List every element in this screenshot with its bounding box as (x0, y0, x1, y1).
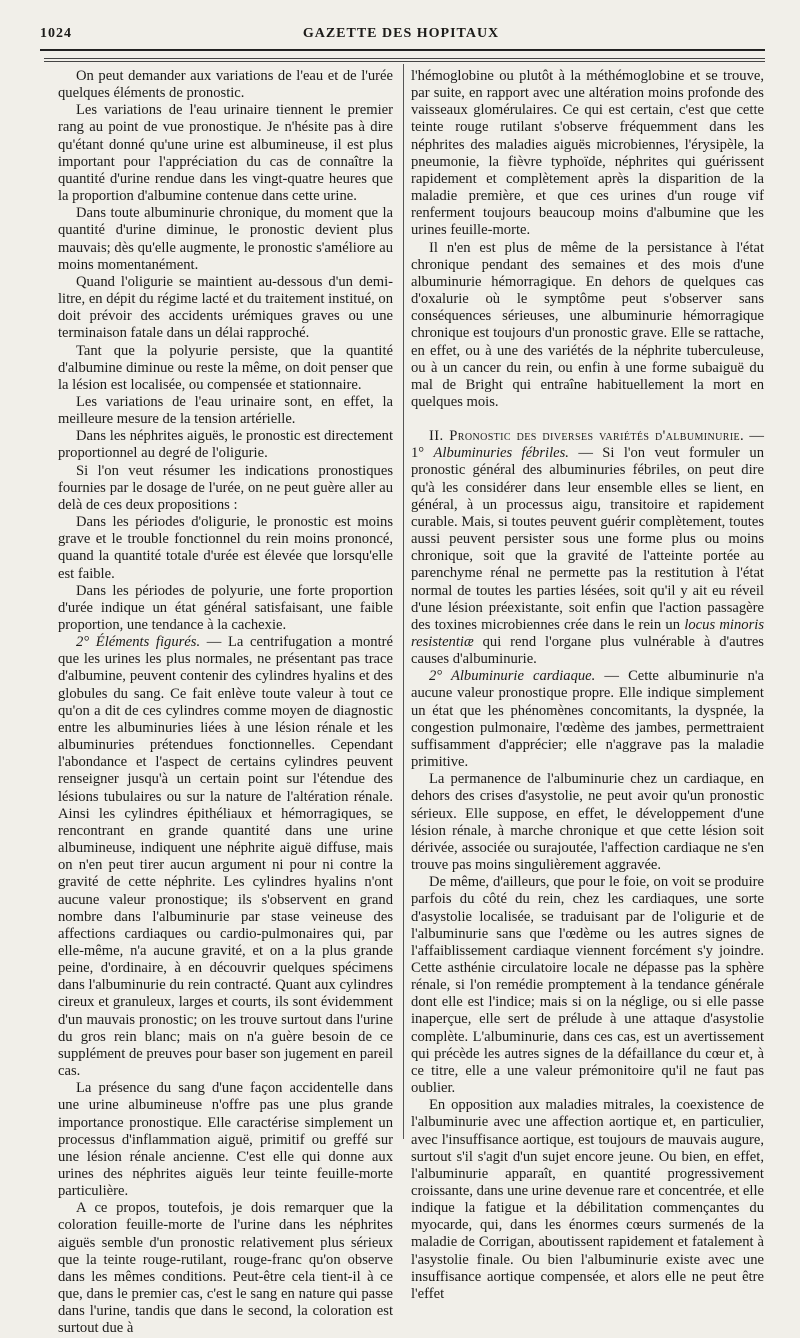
paragraph-elements-figures (58, 634, 393, 1080)
subsection-label: 2° Éléments figurés. (76, 634, 201, 651)
section-pronostic-varietes (411, 428, 764, 668)
paragraph: Dans les périodes de polyurie, une forte proportion d'urée indique un état général satisfaisant, une faible proportion, une tendance à la cachexie. (58, 582, 393, 633)
double-rule-bottom (44, 61, 765, 62)
subsection-label: Albuminuries fébriles. (433, 445, 569, 462)
paragraph: Il n'en est plus de même de la persistance à l'état chronique pendant des semaines et des mois d'une albuminurie hémorragique. En dehors de quelques cas d'oxalurie où le symptôme peut s'observer sans conséquences sérieuses, une albuminurie hémorragique chronique est toujours d'un pronostic grave. Elle se rattache, en effet, ou à une des variétés de la néphrite tuberculeuse, ou à un cancer du rein, ou enfin à une forme subaiguë du mal de Bright qui entraîne habituellement la mort en quelques mois. (411, 239, 764, 410)
paragraph: Dans les néphrites aiguës, le pronostic est directement proportionnel au degré de l'oligurie. (58, 428, 393, 462)
section-title: II. Pronostic des diverses variétés d'albuminurie. (429, 428, 745, 445)
paragraph: l'hémoglobine ou plutôt à la méthémoglobine et se trouve, par suite, en rapport avec une altération moins profonde des vaisseaux glomérulaires. Ce qui est certain, c'est que cette teinte rouge rutilant s'observe fréquemment dans les néphrites des maladies aiguës microbiennes, l'érysipèle, la pneumonie, la fièvre typhoïde, néphrites qui guérissent rapidement et complètement après la disparition de la maladie première, et que ces urines d'un rouge vif renferment toujours beaucoup moins d'albumine que les urines feuille-morte. (411, 68, 764, 239)
paragraph-text: — La centrifugation a montré que les urines les plus normales, ne présentant pas trace d'albumine, peuvent contenir des cylindres hyalins et des globules du sang. Ce fait enlève toute valeur à tout ce qu'on a dit de ces cylindres comme moyen de diagnostic entre les albuminuries liées à une lésion rénale et les albuminuries prétendues fonctionnelles. Cependant l'abondance et l'aspect de certains cylindres peuvent renseigner jusqu'à un certain point sur l'étendue des lésions tubulaires ou sur la nature de l'altération rénale. Ainsi les cylindres épithéliaux et hémorragiques, se rencontrant en grande quantité dans une urine albumineuse, indiquent une néphrite aiguë diffuse, mais on n'en peut tirer aucun argument ni pour ni contre la gravité de cette néphrite. Les cylindres hyalins n'ont aucune valeur pronostique; ils s'observent en grand nombre dans l'albuminurie par stase veineuse des affections cardiaques ou cardio-pulmonaires qui, par elle-même, n'a aucune gravité, et on a la plus grande peine, d'ordinaire, à en découvrir quelques spécimens dans l'albuminurie du rein contracté. Quant aux cylindres cireux et granuleux, larges et courts, ils sont évidemment d'un mauvais pronostic; on les trouve surtout dans l'urine du gros rein blanc; mais on n'a guère besoin de ce supplément de preuves pour baser son jugement en pareil cas. (58, 634, 393, 1080)
paragraph-text: — Cette albuminurie n'a aucune valeur pronostique propre. Elle indique simplement un état que les phénomènes concomitants, la dyspnée, la congestion pulmonaire, l'œdème des jambes, permettraient suffisamment d'apprécier; elle n'aggrave pas la maladie primitive. (411, 668, 764, 771)
paragraph-albuminurie-cardiaque (411, 668, 764, 771)
paragraph: La permanence de l'albuminurie chez un cardiaque, en dehors des crises d'asystolie, ne peut avoir qu'un pronostic sérieux. Elle suppose, en effet, le développement d'une lésion rénale, à marche chronique et que cette lésion soit dérivée, associée ou surajoutée, l'affection cardiaque ne s'en trouve pas moins singulièrement aggravée. (411, 771, 764, 874)
running-header (40, 26, 762, 48)
double-rule-top (44, 58, 765, 59)
left-column (58, 68, 393, 1337)
paragraph: A ce propos, toutefois, je dois remarquer que la coloration feuille-morte de l'urine dans les néphrites aiguës semble d'un pronostic relativement plus sérieux que la teinte rouge-rutilant, rouge-franc qu'on observe dans les mêmes conditions. Peut-être cela tient-il à ce que, dans le premier cas, c'est le sang en nature qui passe dans l'urine, tandis que dans le second, la coloration est surtout due à (58, 1200, 393, 1337)
paragraph: Dans toute albuminurie chronique, du moment que la quantité d'urine diminue, le pronostic devient plus mauvais; dès qu'elle augmente, le pronostic s'améliore au moins momentanément. (58, 205, 393, 273)
page-number: 1024 (40, 26, 72, 41)
latin-phrase: locus minoris resistentiæ (411, 616, 764, 650)
paragraph: Quand l'oligurie se maintient au-dessous d'un demi-litre, en dépit du régime lacté et du traitement institué, on doit prévoir des accidents urémiques graves ou une terminaison fatale dans un délai rapproché. (58, 273, 393, 342)
section-dash: — (744, 428, 764, 445)
subsection-number: 1° (411, 445, 434, 462)
paragraph-text: qui rend l'organe plus vulnérable à d'autres causes d'albuminurie. (411, 634, 764, 668)
paragraph: De même, d'ailleurs, que pour le foie, on voit se produire parfois du côté du rein, chez les cardiaques, une sorte d'asystolie localisée, se traduisant par de l'oligurie et de l'albuminurie sans que l'œdème ou les autres signes de l'affaiblissement cardiaque viennent forcément s'y joindre. Cette asthénie circulatoire locale ne dépasse pas la sphère rénale, si l'on remédie promptement à la tendance générale dont elle est l'indice; mais si on la néglige, ou si elle passe inaperçue, elle sert de prélude à une attaque d'asystolie complète. L'albuminurie, dans ces cas, est un avertissement qui précède les autres signes de la défaillance du cœur et, à ce titre, elle a une valeur prémonitoire qu'il ne faut pas oublier. (411, 874, 764, 1097)
paragraph: On peut demander aux variations de l'eau et de l'urée quelques éléments de pronostic. (58, 68, 393, 102)
paragraph: En opposition aux maladies mitrales, la coexistence de l'albuminurie avec une affection aortique et, en particulier, avec l'insuffisance aortique, est toujours de mauvais augure, surtout s'il s'agit d'un sujet encore jeune. Ou bien, en effet, l'albuminurie apparaît, en quantité progressivement croissante, dans une urine devenue rare et concentrée, et elle indique la fatigue et la débilitation commençantes du myocarde, qui, dans les énormes cœurs surmenés de la maladie de Corrigan, aboutissent rapidement et fatalement à l'asystolie finale. Ou bien l'albuminurie existe avec une insuffisance aortique compensée, et alors elle ne peut être l'effet (411, 1097, 764, 1302)
header-rule (40, 49, 765, 51)
journal-title: GAZETTE DES HOPITAUX (302, 26, 500, 41)
paragraph: Les variations de l'eau urinaire sont, en effet, la meilleure mesure de la tension artérielle. (58, 393, 393, 428)
paragraph: Si l'on veut résumer les indications pronostiques fournies par le dosage de l'urée, on ne peut guère aller au delà de ces deux propositions : (58, 462, 393, 513)
paragraph: Les variations de l'eau urinaire tiennent le premier rang au point de vue pronostique. Je n'hésite pas à dire qu'étant donné qu'une urine est albumineuse, il est plus important pour l'appréciation du cas de connaître la quantité d'urine rendue dans les vingt-quatre heures que la proportion d'albumine contenue dans cette urine. (58, 102, 393, 205)
column-divider (403, 64, 404, 1139)
paragraph: La présence du sang d'une façon accidentelle dans une urine albumineuse n'offre pas une plus grande importance pronostique. Elle caractérise simplement un processus d'inflammation aiguë, primitif ou greffé sur une lésion rénale ancienne. C'est elle qui donne aux urines des néphrites aiguës leur teinte feuille-morte particulière. (58, 1080, 393, 1200)
subsection-label: 2° Albuminurie cardiaque. (429, 668, 596, 685)
paragraph: Dans les périodes d'oligurie, le pronostic est moins grave et le trouble fonctionnel du rein moins prononcé, quand la quantité totale d'urée est élevée que lorsqu'elle est faible. (58, 514, 393, 582)
right-column (411, 68, 764, 1302)
paragraph-text: — Si l'on veut formuler un pronostic général des albuminuries fébriles, on peut dire qu'à les considérer dans leur ensemble elles se lient, en général, à un processus aigu, transitoire et rapidement curable. Mais, si toutes peuvent guérir complètement, toutes aussi peuvent persister sous une forme plus ou moins chronique, soit que la gravité de l'atteinte portée au parenchyme rénal ne permette pas la restitution à l'état normal de toutes les parties lésées, soit qu'il y ait eu réveil d'une lésion préexistante, soit enfin que l'action passagère des toxines microbiennes crée dans le rein un (411, 445, 764, 633)
paragraph: Tant que la polyurie persiste, que la quantité d'albumine diminue ou reste la même, on doit penser que la lésion est localisée, ou compensée et stationnaire. (58, 342, 393, 393)
